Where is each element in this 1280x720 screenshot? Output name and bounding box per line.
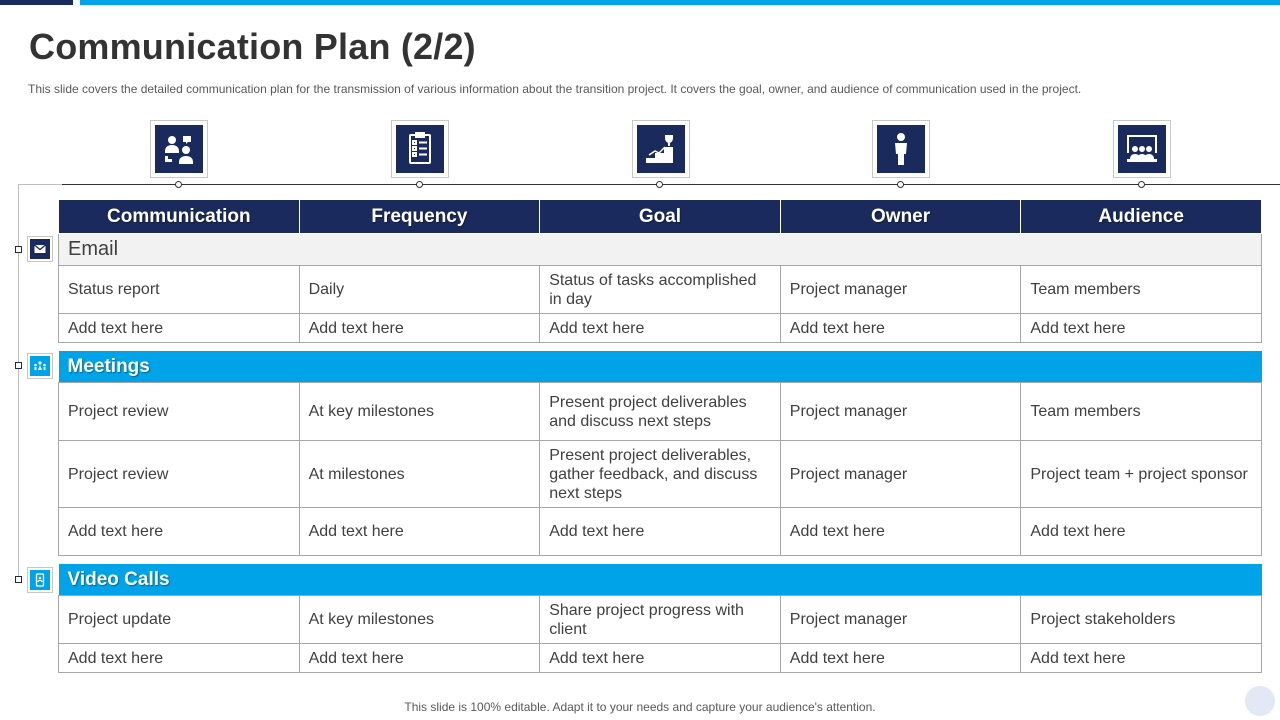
section-gap	[59, 343, 1262, 351]
table-cell: Add text here	[59, 508, 300, 556]
table-cell: Project review	[59, 383, 300, 441]
timeline-line	[61, 184, 1280, 185]
section-header-meetings	[59, 351, 1262, 383]
envelope-icon	[27, 236, 53, 262]
table-cell: Add text here	[540, 314, 781, 343]
table-cell: Add text here	[540, 644, 781, 673]
table-cell: At key milestones	[299, 596, 540, 644]
table-cell: Add text here	[59, 314, 300, 343]
table-cell: At key milestones	[299, 383, 540, 441]
video-call-phone-icon	[27, 567, 53, 593]
table-cell: Add text here	[540, 508, 781, 556]
table-cell: Daily	[299, 266, 540, 314]
table-cell: Add text here	[299, 314, 540, 343]
table-cell: Project review	[59, 441, 300, 508]
column-header-goal: Goal	[540, 200, 781, 234]
table-cell: Project manager	[780, 383, 1021, 441]
table-cell: Project update	[59, 596, 300, 644]
column-header-communication: Communication	[59, 200, 300, 234]
side-connector	[18, 184, 19, 582]
section-title: Email	[59, 234, 1262, 266]
table-cell: Add text here	[780, 314, 1021, 343]
table-cell: Team members	[1021, 383, 1262, 441]
section-title: Meetings	[59, 351, 1262, 383]
table-cell: Add text here	[299, 644, 540, 673]
page-title: Communication Plan (2/2)	[29, 26, 476, 67]
table-cell: Add text here	[1021, 314, 1262, 343]
table-row	[59, 314, 1262, 343]
column-header-frequency: Frequency	[299, 200, 540, 234]
table-cell: Project stakeholders	[1021, 596, 1262, 644]
table-row	[59, 596, 1262, 644]
table-row	[59, 441, 1262, 508]
table-cell: Project manager	[780, 596, 1021, 644]
table-cell: Project manager	[780, 266, 1021, 314]
table-row	[59, 266, 1262, 314]
checklist-clipboard-icon	[391, 120, 449, 178]
corner-decoration	[1245, 686, 1275, 716]
gap-cell	[59, 343, 1262, 351]
timeline-dot	[175, 181, 182, 188]
presentation-audience-icon	[1113, 120, 1171, 178]
goal-steps-trophy-icon	[632, 120, 690, 178]
timeline-dot	[656, 181, 663, 188]
page-subtitle: This slide covers the detailed communication plan for the transmission of various information about the transition project. It covers the goal, owner, and audience of communication used in the project.	[28, 82, 1082, 96]
side-marker	[15, 576, 22, 583]
table-cell: Present project deliverables and discuss next steps	[540, 383, 781, 441]
table-cell: At milestones	[299, 441, 540, 508]
people-discussion-icon	[150, 120, 208, 178]
table-cell: Share project progress with client	[540, 596, 781, 644]
table-cell: Team members	[1021, 266, 1262, 314]
table-cell: Present project deliverables, gather feedback, and discuss next steps	[540, 441, 781, 508]
section-gap	[59, 556, 1262, 564]
timeline-dot	[897, 181, 904, 188]
table-cell: Status report	[59, 266, 300, 314]
table-cell: Add text here	[780, 644, 1021, 673]
communication-plan-table	[58, 199, 1262, 673]
meeting-group-icon	[27, 353, 53, 379]
section-title: Video Calls	[59, 564, 1262, 596]
table-row	[59, 644, 1262, 673]
gap-cell	[59, 556, 1262, 564]
table-row	[59, 508, 1262, 556]
table-cell: Project manager	[780, 441, 1021, 508]
timeline-dot	[1138, 181, 1145, 188]
side-marker	[15, 246, 22, 253]
column-header-owner: Owner	[780, 200, 1021, 234]
table-cell: Add text here	[59, 644, 300, 673]
table-cell: Add text here	[1021, 644, 1262, 673]
side-connector-top	[18, 184, 62, 185]
table-cell: Project team + project sponsor	[1021, 441, 1262, 508]
top-accent-bar-blue	[80, 0, 1280, 5]
timeline-dot	[416, 181, 423, 188]
footer-note: This slide is 100% editable. Adapt it to your needs and capture your audience's attention.	[404, 700, 876, 714]
table-cell: Add text here	[780, 508, 1021, 556]
table-cell: Status of tasks accomplished in day	[540, 266, 781, 314]
top-accent-bar-dark	[0, 0, 73, 5]
table-header-row	[59, 200, 1262, 234]
table-cell: Add text here	[1021, 508, 1262, 556]
section-header-email	[59, 234, 1262, 266]
side-marker	[15, 362, 22, 369]
section-header-video-calls	[59, 564, 1262, 596]
table-cell: Add text here	[299, 508, 540, 556]
person-icon	[872, 120, 930, 178]
table-row	[59, 383, 1262, 441]
column-header-audience: Audience	[1021, 200, 1262, 234]
